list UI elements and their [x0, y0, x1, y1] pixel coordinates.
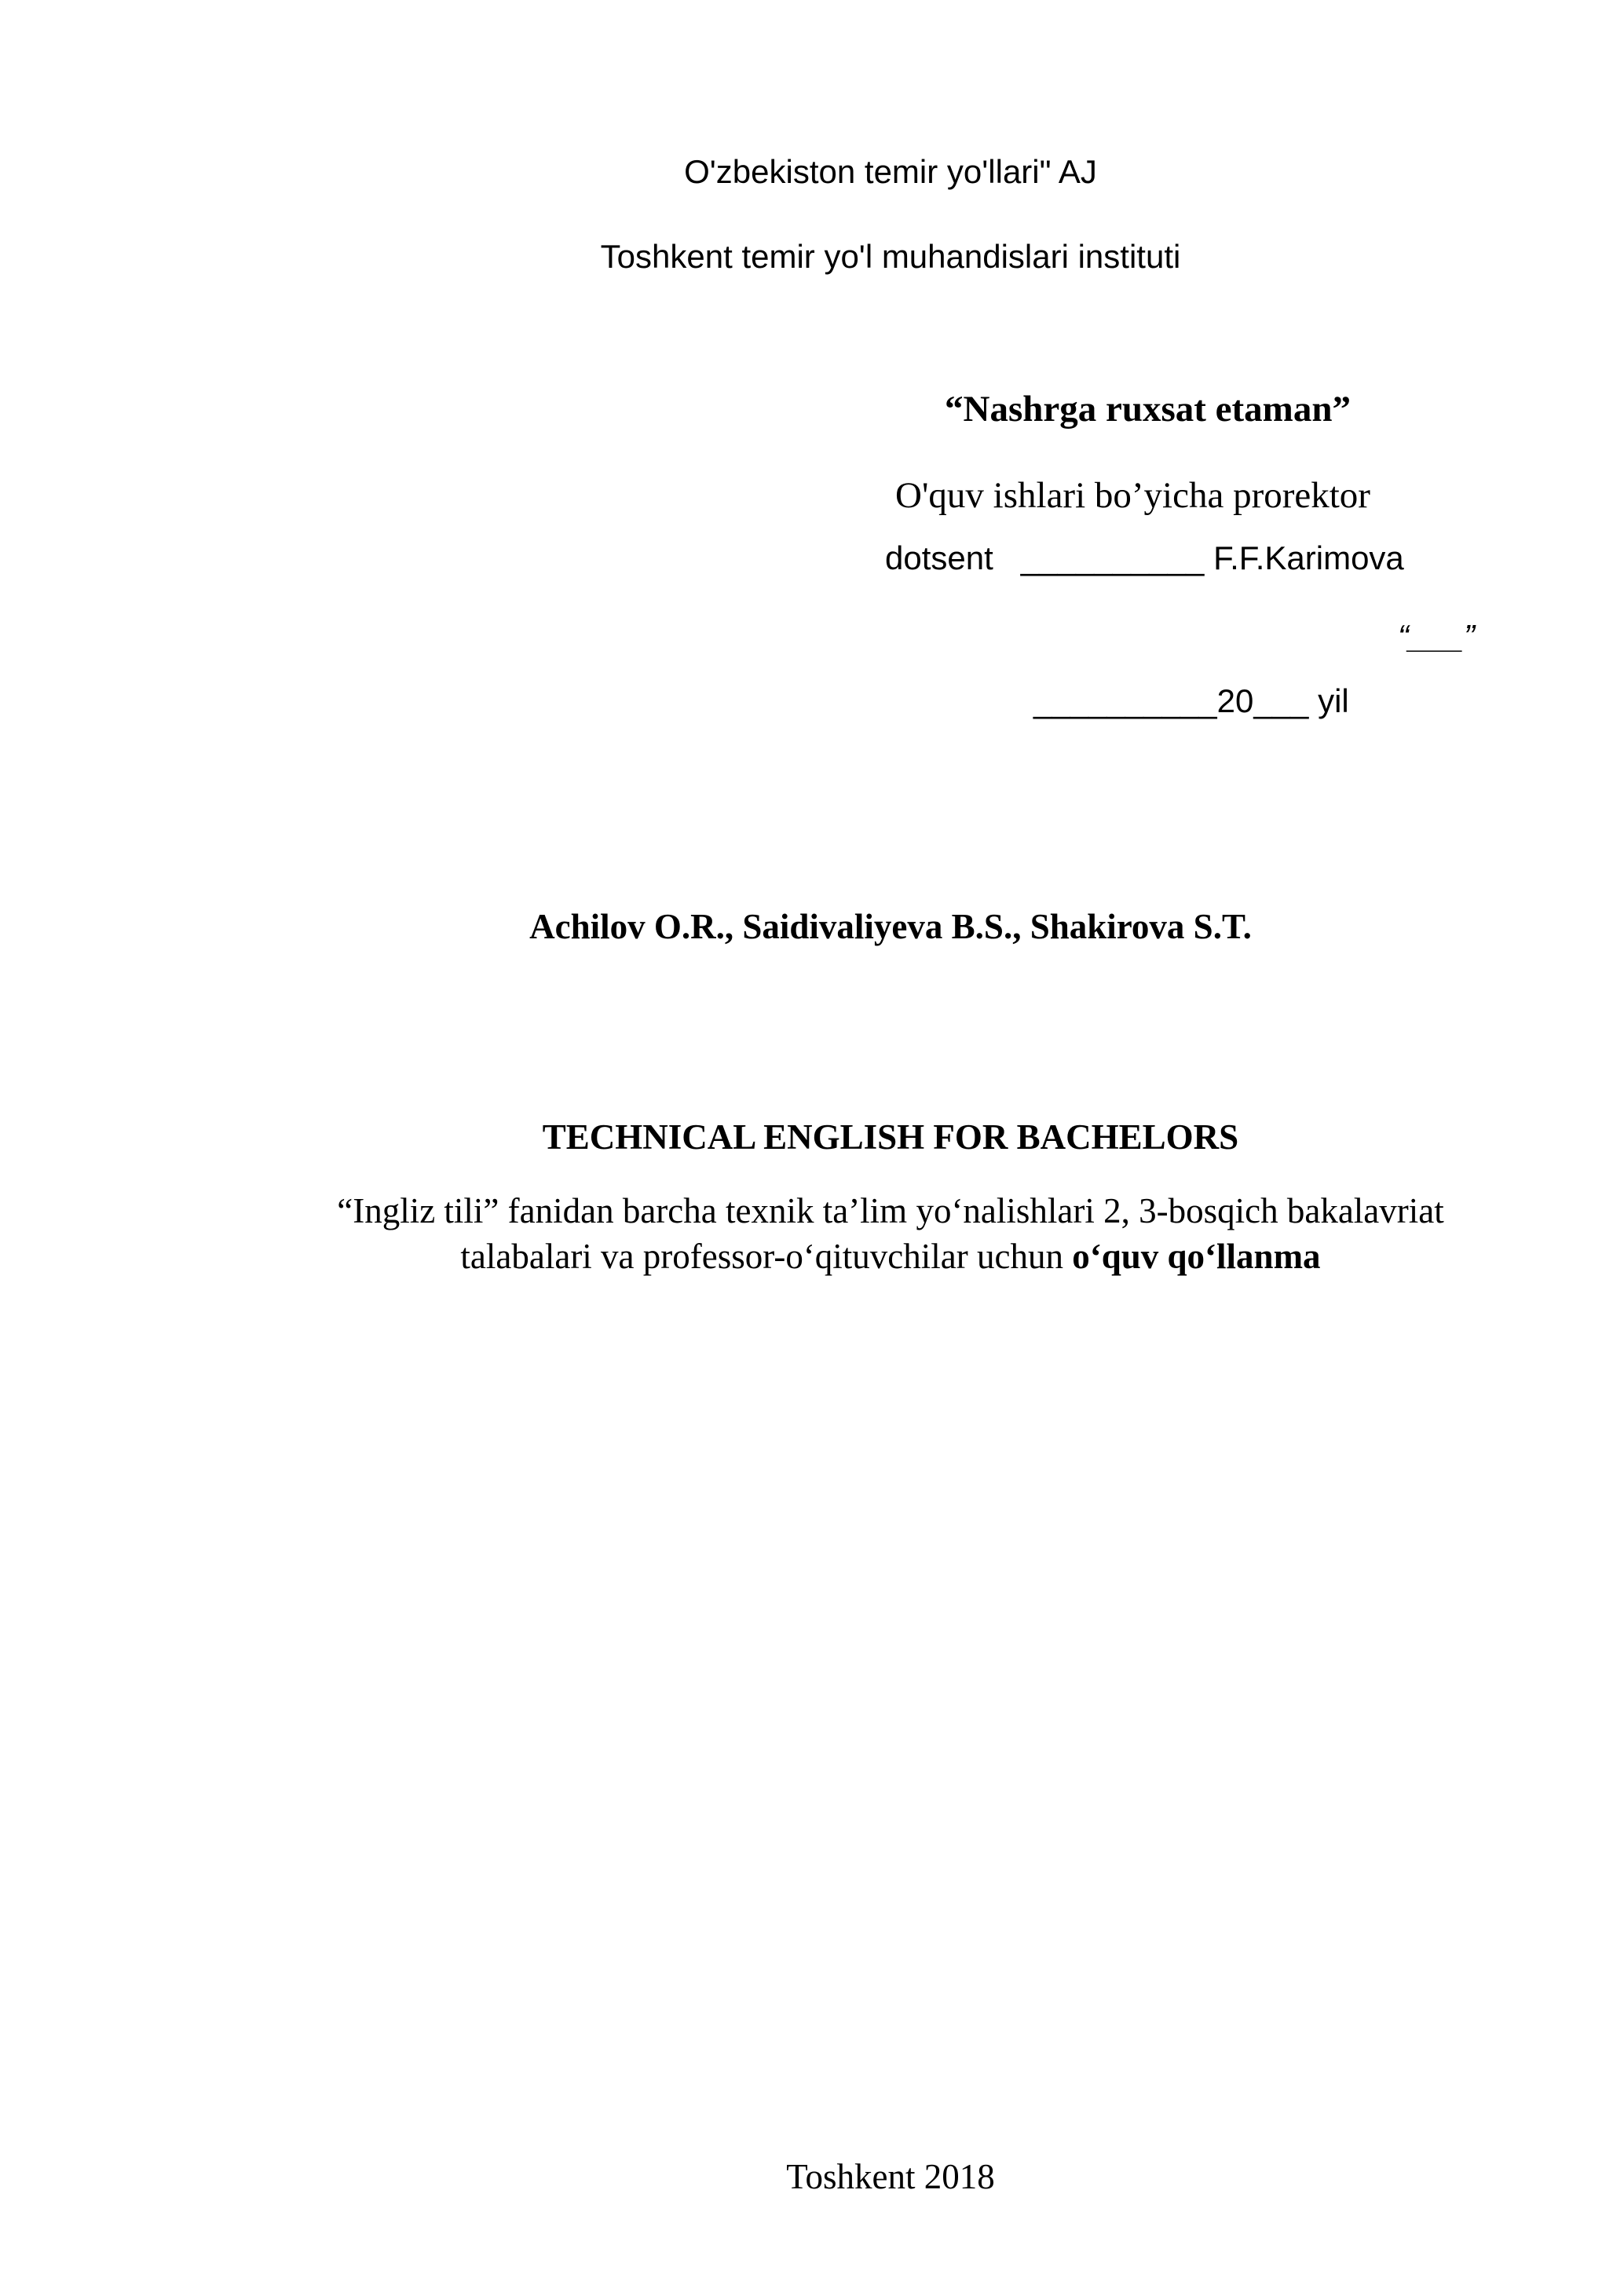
- place-and-year: Toshkent 2018: [786, 2157, 995, 2196]
- date-year-blank: ___: [1253, 682, 1309, 719]
- date-year-suffix: yil: [1318, 682, 1349, 719]
- institute-name: Toshkent temir yo'l muhandislari instituti: [600, 238, 1181, 275]
- book-description-line-2: [0, 1239, 1624, 1274]
- date-year-line: [1033, 682, 1349, 719]
- date-year-prefix: 20: [1216, 682, 1254, 719]
- book-description-line-1: “Ingliz tili” fanidan barcha texnik ta’lim yo‘nalishlari 2, 3-bosqich bakalavriat: [337, 1191, 1444, 1230]
- date-month-blank: __________: [1033, 682, 1217, 719]
- description-plain-text: talabalari va professor-o‘qituvchilar uchun: [460, 1237, 1073, 1276]
- approval-title: “Nashrga ruxsat etaman”: [945, 389, 1351, 430]
- authors: Achilov O.R., Saidivaliyeva B.S., Shakirova S.T.: [529, 907, 1252, 946]
- signatory-title: dotsent: [885, 539, 993, 576]
- approver-position: O'quv ishlari bo’yicha prorektor: [895, 475, 1370, 516]
- signature-blank: __________: [1020, 539, 1205, 576]
- signatory-name: F.F.Karimova: [1213, 539, 1404, 576]
- organization-name: O'zbekiston temir yo'llari" AJ: [684, 153, 1097, 190]
- date-day-blank: “___”: [1398, 618, 1476, 655]
- book-title: TECHNICAL ENGLISH FOR BACHELORS: [542, 1117, 1239, 1157]
- description-bold-text: o‘quv qo‘llanma: [1072, 1237, 1321, 1276]
- signature-line: [885, 539, 1404, 576]
